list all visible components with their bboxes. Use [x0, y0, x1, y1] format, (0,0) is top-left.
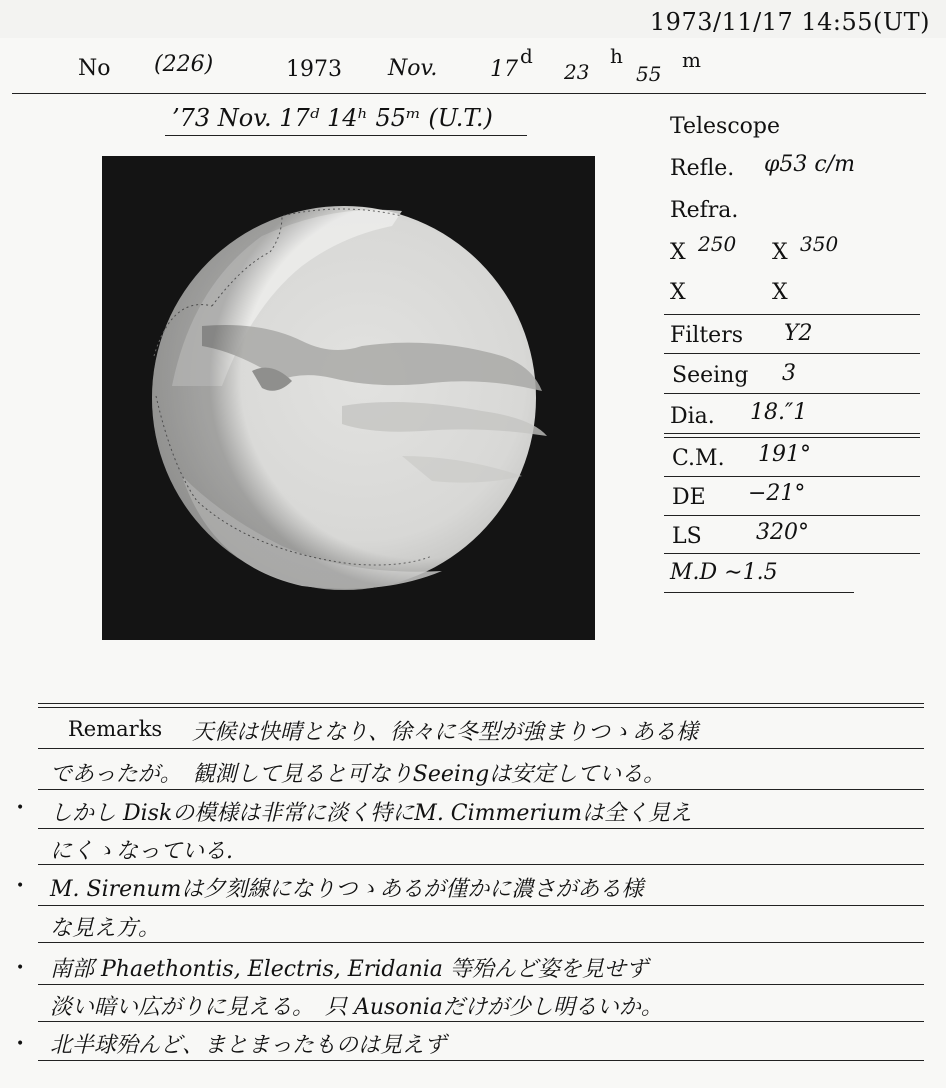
remark-rule-2	[38, 789, 924, 790]
remark-line-6: な見え方。	[50, 916, 161, 941]
panel-rule-8	[664, 592, 854, 593]
minute-unit: m	[682, 48, 701, 72]
remark-line-3: しかし Diskの模様は非常に淡く特にM. Cimmeriumは全く見え	[50, 801, 692, 826]
date-stamp: 1973/11/17 14:55(UT)	[649, 8, 930, 36]
refractor-label: Refra.	[670, 198, 739, 223]
central-meridian-value: 191°	[758, 442, 811, 467]
panel-rule-1	[664, 314, 920, 315]
header-year: 1973	[286, 57, 342, 82]
remark-rule-6	[38, 942, 924, 943]
central-meridian-label: C.M.	[672, 446, 725, 471]
remark-rule-3	[38, 828, 924, 829]
header-month: Nov.	[388, 56, 438, 81]
ut-underline	[165, 135, 527, 136]
bullet-4: •	[16, 1036, 25, 1052]
diameter-value: 18.″1	[750, 400, 808, 425]
remark-rule-8	[38, 1021, 924, 1022]
declination-value: −21°	[748, 481, 806, 506]
bullet-3: •	[16, 960, 25, 976]
panel-rule-2	[664, 353, 920, 354]
magnification-x2: X	[772, 240, 788, 265]
panel-rule-4b	[664, 437, 920, 438]
mars-drawing	[102, 156, 595, 640]
remarks-top-rule-b	[38, 707, 924, 708]
panel-rule-4a	[664, 433, 920, 434]
bullet-1: •	[16, 800, 25, 816]
telescope-label: Telescope	[670, 114, 780, 139]
reflector-label: Refle.	[670, 156, 735, 181]
panel-rule-5	[664, 476, 920, 477]
remark-line-7: 南部 Phaethontis, Electris, Eridania 等殆んど姿を見せず	[50, 957, 648, 982]
panel-rule-7	[664, 553, 920, 554]
remark-rule-1	[38, 748, 924, 749]
reflector-value: φ53 c/m	[764, 152, 855, 177]
declination-label: DE	[672, 485, 706, 510]
remark-line-4: にくゝなっている.	[50, 839, 233, 864]
magnification-value-2: 350	[800, 232, 839, 256]
filters-value: Y2	[784, 321, 813, 346]
seeing-value: 3	[782, 361, 796, 386]
header-rule	[12, 93, 926, 94]
remark-line-5: M. Sirenumは夕刻線になりつゝあるが僅かに濃さがある様	[50, 877, 644, 902]
remarks-top-rule-a	[38, 703, 924, 704]
md-note: M.D ∼1.5	[670, 560, 778, 585]
magnification-x4: X	[772, 280, 788, 305]
seeing-label: Seeing	[672, 363, 749, 388]
remark-rule-9	[38, 1060, 924, 1061]
planet-disk-illustration	[102, 156, 595, 640]
solar-longitude-value: 320°	[756, 520, 809, 545]
magnification-x1: X	[670, 240, 686, 265]
header-day: 17	[490, 57, 518, 82]
day-unit: d	[520, 44, 533, 68]
header-hour: 23	[564, 60, 590, 84]
number-label: No	[78, 56, 111, 81]
hour-unit: h	[610, 44, 623, 68]
remark-line-9: 北半球殆んど、まとまったものは見えず	[50, 1033, 447, 1058]
solar-longitude-label: LS	[672, 524, 702, 549]
remarks-label: Remarks	[68, 717, 163, 741]
panel-rule-6	[664, 515, 920, 516]
remark-line-2: であったが。 観測して見ると可なりSeeingは安定している。	[50, 762, 666, 787]
remark-line-8: 淡い暗い広がりに見える。 只 Ausoniaだけが少し明るいか。	[50, 995, 663, 1020]
remark-line-1: 天候は快晴となり、徐々に冬型が強まりつゝある様	[192, 720, 699, 745]
remark-rule-4	[38, 864, 924, 865]
filters-label: Filters	[670, 323, 744, 348]
remark-rule-5	[38, 905, 924, 906]
magnification-value-1: 250	[698, 232, 737, 256]
ut-time-line: ’73 Nov. 17ᵈ 14ʰ 55ᵐ (U.T.)	[172, 104, 493, 132]
diameter-label: Dia.	[670, 404, 715, 429]
panel-rule-3	[664, 393, 920, 394]
serial-number: (226)	[154, 52, 214, 77]
bullet-2: •	[16, 878, 25, 894]
remark-rule-7	[38, 984, 924, 985]
header-minute: 55	[636, 62, 662, 86]
magnification-x3: X	[670, 280, 686, 305]
